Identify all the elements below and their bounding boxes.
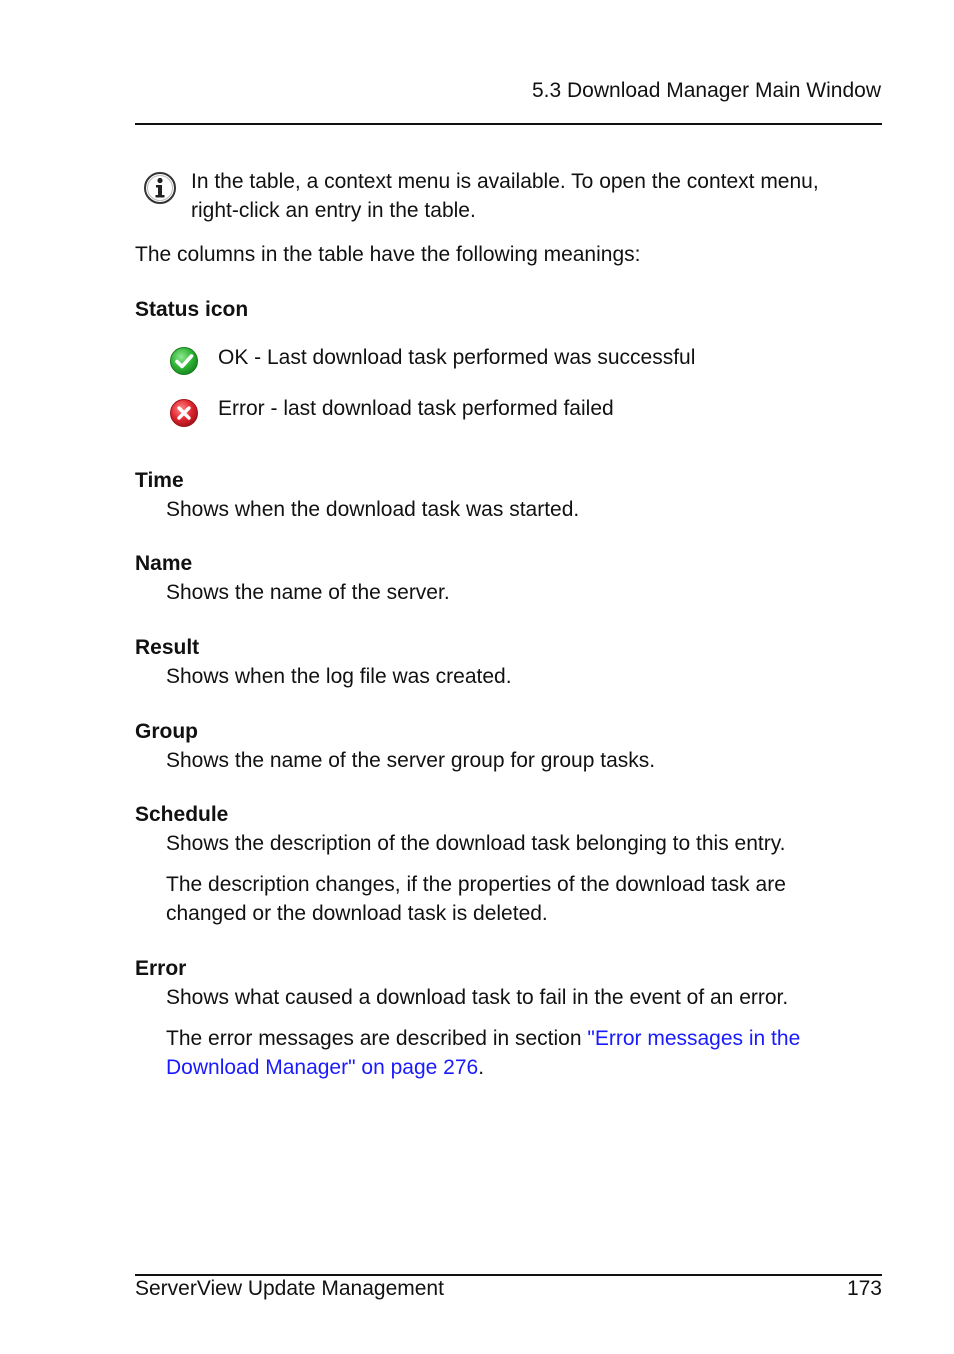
result-description: Shows when the log file was created.: [166, 665, 512, 688]
schedule-description: Shows the description of the download task belonging to this entry.: [166, 832, 786, 855]
time-description: Shows when the download task was started.: [166, 498, 580, 521]
error-reference-line-1: [166, 1024, 800, 1053]
schedule-note-line-2: changed or the download task is deleted.: [166, 902, 548, 925]
ok-check-icon: [169, 346, 199, 376]
name-description: Shows the name of the server.: [166, 581, 450, 604]
error-reference-line-2: [166, 1053, 484, 1082]
error-reference-prefix: The error messages are described in section: [166, 1027, 588, 1050]
intro-text: The columns in the table have the following meanings:: [135, 243, 641, 266]
status-error-text: Error - last download task performed failed: [218, 397, 614, 420]
footer-doc-title: ServerView Update Management: [135, 1277, 444, 1300]
error-messages-link[interactable]: "Error messages in the: [587, 1027, 801, 1050]
page-number: 173: [846, 1277, 882, 1300]
error-reference-suffix: .: [478, 1056, 485, 1079]
running-header: 5.3 Download Manager Main Window: [531, 79, 881, 102]
heading-result: Result: [135, 636, 200, 659]
heading-name: Name: [135, 552, 193, 575]
heading-time: Time: [135, 469, 184, 492]
heading-schedule: Schedule: [135, 803, 229, 826]
info-icon: [143, 171, 177, 205]
heading-status-icon: Status icon: [135, 298, 249, 321]
status-ok-text: OK - Last download task performed was successful: [218, 346, 696, 369]
error-messages-link-continued[interactable]: Download Manager" on page 276: [166, 1056, 479, 1079]
heading-error: Error: [135, 957, 187, 980]
note-text: In the table, a context menu is available. To open the context menu, right-click an entry in the table.: [191, 170, 819, 222]
header-rule: [135, 123, 882, 125]
group-description: Shows the name of the server group for group tasks.: [166, 749, 656, 772]
schedule-note-line-1: The description changes, if the properties of the download task are: [166, 873, 786, 896]
heading-group: Group: [135, 720, 198, 743]
error-x-icon: [169, 398, 199, 428]
error-description: Shows what caused a download task to fail in the event of an error.: [166, 986, 789, 1009]
